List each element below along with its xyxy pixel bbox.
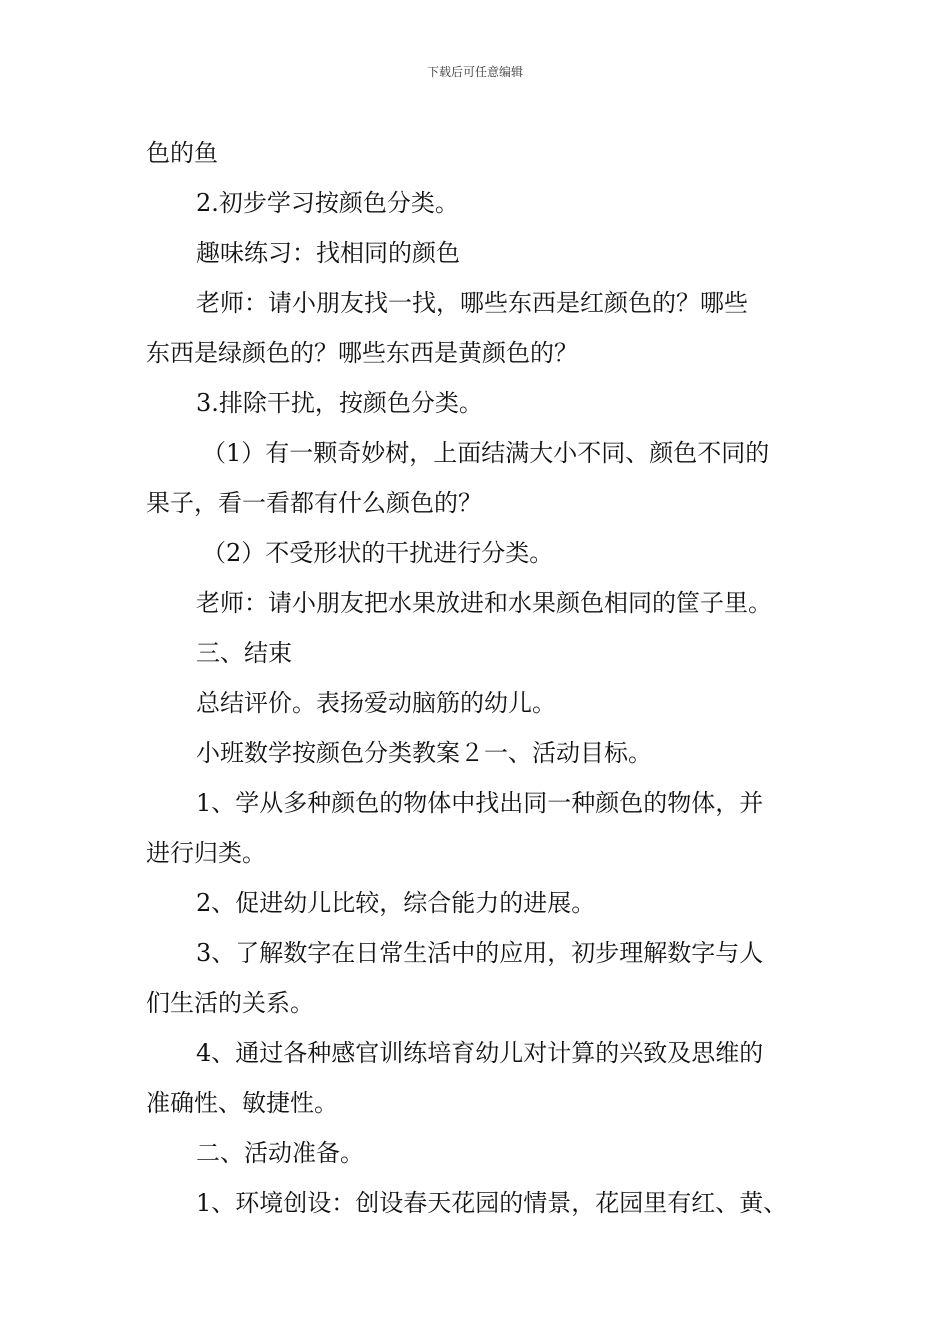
text-line: （2）不受形状的干扰进行分类。 (202, 539, 554, 567)
text-line: 1、学从多种颜色的物体中找出同一种颜色的物体，并 (196, 789, 764, 817)
text-line: 2、促进幼儿比较，综合能力的进展。 (196, 889, 596, 917)
text-line: 们生活的关系。 (146, 989, 314, 1017)
text-line: 4、通过各种感官训练培育幼儿对计算的兴致及思维的 (196, 1039, 764, 1067)
text-line: 东西是绿颜色的？哪些东西是黄颜色的？ (146, 339, 578, 367)
text-line: 果子，看一看都有什么颜色的？ (146, 489, 482, 517)
text-line: 总结评价。表扬爱动脑筋的幼儿。 (196, 689, 556, 717)
text-line: 准确性、敏捷性。 (146, 1089, 338, 1117)
text-line: （1）有一颗奇妙树，上面结满大小不同、颜色不同的 (202, 439, 770, 467)
text-line: 老师：请小朋友把水果放进和水果颜色相同的筐子里。 (196, 589, 772, 617)
text-line: 进行归类。 (146, 839, 266, 867)
text-line: 3.排除干扰，按颜色分类。 (196, 389, 483, 417)
text-line: 1、环境创设：创设春天花园的情景，花园里有红、黄、 (196, 1189, 788, 1217)
text-line: 三、结束 (196, 639, 292, 667)
text-line: 老师：请小朋友找一找，哪些东西是红颜色的？哪些 (196, 289, 748, 317)
text-line: 2.初步学习按颜色分类。 (196, 189, 459, 217)
document-body (146, 128, 826, 1228)
page-header: 下载后可任意编辑 (426, 65, 523, 79)
text-line: 小班数学按颜色分类教案２一、活动目标。 (196, 739, 652, 767)
text-line: 3、了解数字在日常生活中的应用，初步理解数字与人 (196, 939, 764, 967)
text-line: 色的鱼 (146, 139, 218, 167)
text-line: 趣味练习：找相同的颜色 (196, 239, 460, 267)
text-line: 二、活动准备。 (196, 1139, 364, 1167)
